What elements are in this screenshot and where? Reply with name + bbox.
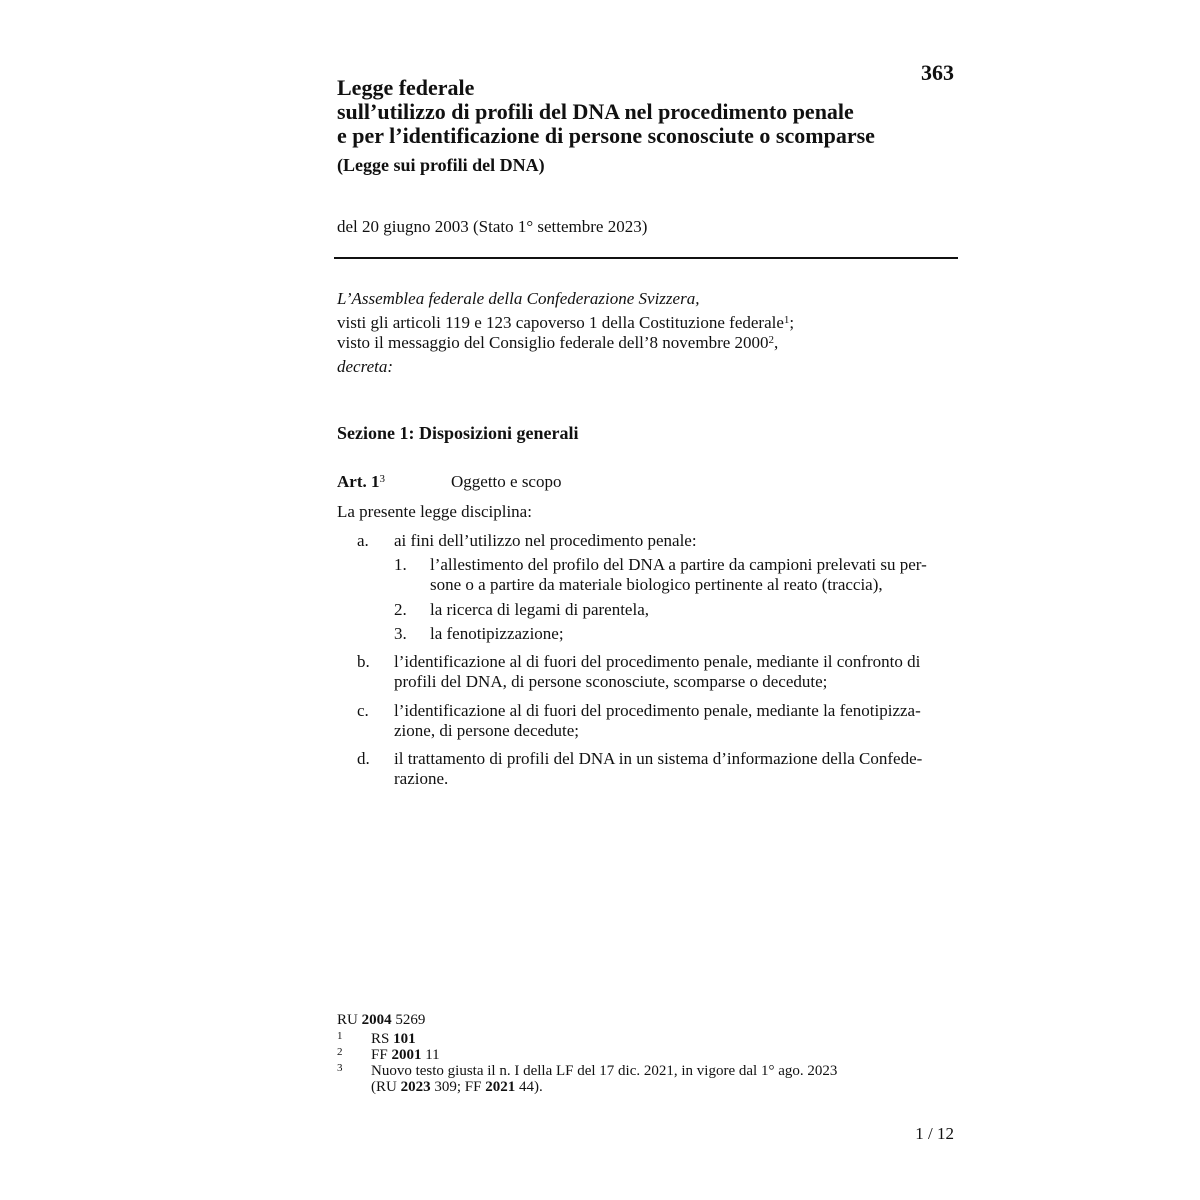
list-item-line: l’identificazione al di fuori del procedimento penale, mediante il confronto di bbox=[394, 652, 921, 671]
list-item-line: razione. bbox=[394, 769, 449, 788]
footnote-bold: 101 bbox=[393, 1031, 416, 1047]
preamble bbox=[337, 289, 794, 377]
list-item-text bbox=[394, 749, 956, 789]
footnote-text: 11 bbox=[425, 1047, 440, 1063]
sub-list-item-line: la ricerca di legami di parentela, bbox=[430, 600, 649, 619]
sub-list-item-line: la fenotipizzazione; bbox=[430, 624, 564, 643]
official-compilation-ref bbox=[337, 1011, 837, 1029]
preamble-decree: decreta: bbox=[337, 357, 394, 376]
preamble-message-text: visto il messaggio del Consiglio federale dell’8 novembre 2000 bbox=[337, 333, 769, 352]
law-title-line: Legge federale bbox=[337, 75, 475, 100]
footnote-text: (RU bbox=[371, 1079, 397, 1095]
list-item-label: c. bbox=[357, 701, 369, 720]
footnote bbox=[337, 1047, 837, 1063]
list-item-line: il trattamento di profili del DNA in un sistema d’informazione della Confede- bbox=[394, 749, 923, 768]
footnote-bold: 2001 bbox=[391, 1047, 422, 1063]
page-number: 1 / 12 bbox=[915, 1124, 954, 1143]
list-item-line: l’identificazione al di fuori del procedimento penale, mediante la fenotipizza- bbox=[394, 701, 921, 720]
preamble-authority: L’Assemblea federale della Confederazione Svizzera, bbox=[337, 289, 700, 308]
date-status: del 20 giugno 2003 (Stato 1° settembre 2023) bbox=[337, 217, 648, 236]
ru-page: 5269 bbox=[395, 1012, 426, 1028]
list-item-text bbox=[394, 652, 956, 692]
sub-list-item-label: 1. bbox=[394, 555, 407, 574]
article-number bbox=[337, 472, 385, 492]
list-item-label: d. bbox=[357, 749, 370, 768]
footnote-text: Nuovo testo giusta il n. I della LF del 17 dic. 2021, in vigore dal 1° ago. 2023 bbox=[371, 1063, 838, 1079]
footnote-text: FF bbox=[371, 1047, 388, 1063]
list-item-text bbox=[394, 701, 956, 741]
ru-prefix: RU bbox=[337, 1012, 358, 1028]
footnotes bbox=[337, 1011, 837, 1095]
short-title: (Legge sui profili del DNA) bbox=[337, 155, 545, 175]
ru-year: 2004 bbox=[361, 1012, 392, 1028]
article-number-text: Art. 1 bbox=[337, 472, 380, 491]
preamble-message-end: , bbox=[774, 333, 779, 352]
list-item-line: ai fini dell’utilizzo nel procedimento penale: bbox=[394, 531, 697, 550]
header-divider bbox=[334, 257, 958, 259]
footnote-bold: 2021 bbox=[485, 1079, 516, 1095]
list-item-label: a. bbox=[357, 531, 369, 550]
sub-list-item-text bbox=[430, 555, 960, 595]
law-title-line: sull’utilizzo di profili del DNA nel procedimento penale bbox=[337, 99, 854, 124]
sub-list-item-text bbox=[430, 600, 960, 620]
sub-list-item-line: sone o a partire da materiale biologico pertinente al reato (traccia), bbox=[430, 575, 883, 594]
law-title bbox=[337, 76, 957, 148]
list-item-label: b. bbox=[357, 652, 370, 671]
footnote bbox=[337, 1031, 837, 1047]
article-title: Oggetto e scopo bbox=[451, 472, 562, 491]
footnote-text: 44). bbox=[518, 1079, 543, 1095]
footnote-ref[interactable]: 1 bbox=[783, 314, 790, 326]
sub-list-item-text bbox=[430, 624, 960, 644]
footnote-ref[interactable]: 3 bbox=[379, 473, 385, 485]
footnote-bold: 2023 bbox=[400, 1079, 431, 1095]
footnote bbox=[337, 1063, 837, 1095]
preamble-basis-text: visti gli articoli 119 e 123 capoverso 1 della Costituzione federale bbox=[337, 313, 784, 332]
law-title-line: e per l’identificazione di persone sconosciute o scomparse bbox=[337, 123, 875, 148]
footnote-number: 3 bbox=[337, 1062, 343, 1074]
article-intro: La presente legge disciplina: bbox=[337, 502, 532, 521]
footnote-number: 2 bbox=[337, 1046, 343, 1058]
preamble-basis-end: ; bbox=[789, 313, 795, 332]
sub-list-item-label: 2. bbox=[394, 600, 407, 619]
list-item-text bbox=[394, 531, 956, 551]
sub-list-item-label: 3. bbox=[394, 624, 407, 643]
list-item-line: profili del DNA, di persone sconosciute, scomparse o decedute; bbox=[394, 672, 828, 691]
footnote-text: 309; FF bbox=[434, 1079, 482, 1095]
section-heading: Sezione 1: Disposizioni generali bbox=[337, 423, 579, 443]
sr-number: 363 bbox=[921, 60, 954, 85]
sub-list-item-line: l’allestimento del profilo del DNA a partire da campioni prelevati su per- bbox=[430, 555, 927, 574]
footnote-number: 1 bbox=[337, 1030, 343, 1042]
preamble-basis bbox=[337, 313, 794, 333]
footnote-ref[interactable]: 2 bbox=[768, 334, 775, 346]
footnote-text: RS bbox=[371, 1031, 390, 1047]
preamble-message bbox=[337, 333, 794, 353]
list-item-line: zione, di persone decedute; bbox=[394, 721, 580, 740]
